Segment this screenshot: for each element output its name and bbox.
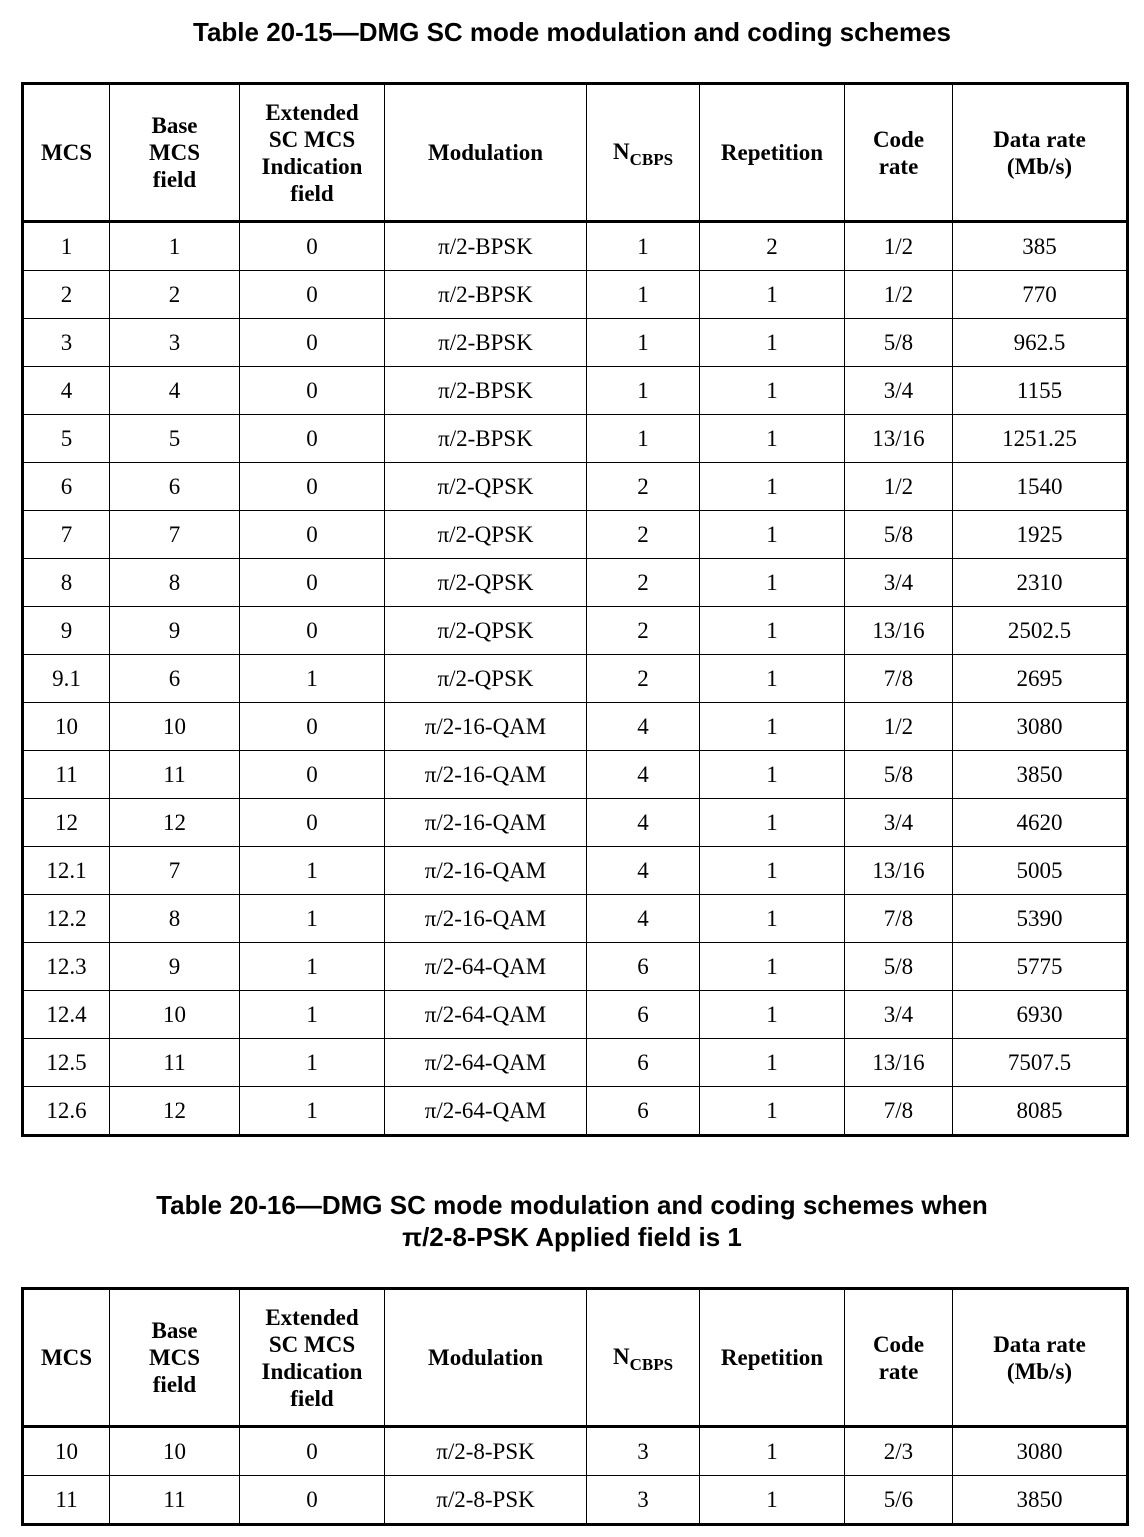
repetition-cell: 1 [700,895,845,943]
ncbps-cell: 2 [587,559,700,607]
table-row [23,655,1128,703]
modulation-cell: π/2-QPSK [385,655,587,703]
mcs-cell: 7 [23,511,110,559]
mcs-cell: 12.3 [23,943,110,991]
modulation-cell: π/2-8-PSK [385,1427,587,1476]
extended-indication-cell: 0 [240,415,385,463]
mcs-cell: 9.1 [23,655,110,703]
header-mcs: MCS [23,1289,110,1427]
code-rate-cell: 7/8 [845,895,953,943]
data-rate-cell: 5390 [953,895,1128,943]
repetition-cell: 1 [700,655,845,703]
code-rate-cell: 5/6 [845,1476,953,1525]
caption-text-line1: Table 20-16—DMG SC mode modulation and coding schemes when [156,1190,988,1220]
code-rate-cell: 1/2 [845,271,953,319]
modulation-cell: π/2-16-QAM [385,895,587,943]
repetition-cell: 1 [700,1476,845,1525]
modulation-cell: π/2-QPSK [385,607,587,655]
data-rate-cell: 1251.25 [953,415,1128,463]
header-base-mcs-field: Base MCS field [110,84,240,222]
header-ncbps: $N_{CBPS}$ [587,1289,700,1427]
header-repetition: Repetition [700,1289,845,1427]
extended-indication-cell: 0 [240,271,385,319]
extended-indication-cell: 0 [240,463,385,511]
base-mcs-cell: 12 [110,799,240,847]
ncbps-cell: 1 [587,319,700,367]
mcs-cell: 2 [23,271,110,319]
table-row [23,751,1128,799]
data-rate-cell: 6930 [953,991,1128,1039]
ncbps-cell: 1 [587,271,700,319]
ncbps-cell: 2 [587,607,700,655]
repetition-cell: 1 [700,607,845,655]
ncbps-cell: 2 [587,463,700,511]
code-rate-cell: 1/2 [845,463,953,511]
data-rate-cell: 962.5 [953,319,1128,367]
header-base-mcs-field: Base MCS field [110,1289,240,1427]
data-rate-cell: 7507.5 [953,1039,1128,1087]
mcs-cell: 12.6 [23,1087,110,1136]
table-row [23,319,1128,367]
table-row [23,415,1128,463]
data-rate-cell: 2695 [953,655,1128,703]
base-mcs-cell: 11 [110,751,240,799]
repetition-cell: 1 [700,1427,845,1476]
modulation-cell: π/2-64-QAM [385,943,587,991]
header-code-rate: Code rate [845,84,953,222]
mcs-cell: 12 [23,799,110,847]
mcs-cell: 4 [23,367,110,415]
repetition-cell: 1 [700,799,845,847]
modulation-cell: π/2-BPSK [385,271,587,319]
mcs-cell: 9 [23,607,110,655]
mcs-cell: 1 [23,222,110,271]
repetition-cell: 1 [700,943,845,991]
ncbps-cell: 4 [587,847,700,895]
data-rate-cell: 8085 [953,1087,1128,1136]
extended-indication-cell: 1 [240,895,385,943]
mcs-cell: 12.1 [23,847,110,895]
repetition-cell: 1 [700,1039,845,1087]
modulation-cell: π/2-16-QAM [385,847,587,895]
base-mcs-cell: 2 [110,271,240,319]
mcs-cell: 8 [23,559,110,607]
extended-indication-cell: 0 [240,751,385,799]
header-data-rate: Data rate (Mb/s) [953,1289,1128,1427]
base-mcs-cell: 6 [110,463,240,511]
extended-indication-cell: 0 [240,511,385,559]
modulation-cell: π/2-BPSK [385,222,587,271]
ncbps-cell: 6 [587,1087,700,1136]
code-rate-cell: 13/16 [845,1039,953,1087]
repetition-cell: 1 [700,511,845,559]
repetition-cell: 1 [700,1087,845,1136]
header-modulation: Modulation [385,1289,587,1427]
extended-indication-cell: 0 [240,1427,385,1476]
ncbps-cell: 6 [587,943,700,991]
header-repetition: Repetition [700,84,845,222]
header-ncbps: $N_{CBPS}$ [587,84,700,222]
repetition-cell: 2 [700,222,845,271]
mcs-cell: 12.2 [23,895,110,943]
table-row [23,511,1128,559]
extended-indication-cell: 0 [240,222,385,271]
code-rate-cell: 3/4 [845,559,953,607]
ncbps-cell: 2 [587,655,700,703]
table-row [23,463,1128,511]
code-rate-cell: 2/3 [845,1427,953,1476]
base-mcs-cell: 9 [110,943,240,991]
extended-indication-cell: 1 [240,847,385,895]
data-rate-cell: 3080 [953,1427,1128,1476]
code-rate-cell: 5/8 [845,943,953,991]
mcs-cell: 11 [23,751,110,799]
mcs-cell: 12.4 [23,991,110,1039]
data-rate-cell: 770 [953,271,1128,319]
modulation-cell: π/2-BPSK [385,319,587,367]
table-row [23,271,1128,319]
base-mcs-cell: 12 [110,1087,240,1136]
modulation-cell: π/2-64-QAM [385,1087,587,1136]
header-code-rate: Code rate [845,1289,953,1427]
base-mcs-cell: 8 [110,895,240,943]
code-rate-cell: 1/2 [845,703,953,751]
code-rate-cell: 3/4 [845,367,953,415]
data-rate-cell: 1925 [953,511,1128,559]
modulation-cell: π/2-16-QAM [385,751,587,799]
base-mcs-cell: 10 [110,703,240,751]
ncbps-cell: 3 [587,1476,700,1525]
modulation-cell: π/2-16-QAM [385,703,587,751]
data-rate-cell: 2310 [953,559,1128,607]
extended-indication-cell: 1 [240,1039,385,1087]
base-mcs-cell: 1 [110,222,240,271]
extended-indication-cell: 0 [240,607,385,655]
base-mcs-cell: 10 [110,991,240,1039]
modulation-cell: π/2-QPSK [385,559,587,607]
mcs-cell: 5 [23,415,110,463]
code-rate-cell: 13/16 [845,847,953,895]
mcs-cell: 10 [23,703,110,751]
table-row [23,703,1128,751]
modulation-cell: π/2-QPSK [385,463,587,511]
code-rate-cell: 3/4 [845,799,953,847]
modulation-cell: π/2-16-QAM [385,799,587,847]
code-rate-cell: 5/8 [845,511,953,559]
repetition-cell: 1 [700,559,845,607]
table-row [23,559,1128,607]
repetition-cell: 1 [700,415,845,463]
repetition-cell: 1 [700,367,845,415]
data-rate-cell: 2502.5 [953,607,1128,655]
base-mcs-cell: 7 [110,847,240,895]
extended-indication-cell: 1 [240,655,385,703]
mcs-cell: 3 [23,319,110,367]
data-rate-cell: 1540 [953,463,1128,511]
ncbps-cell: 3 [587,1427,700,1476]
extended-indication-cell: 0 [240,319,385,367]
mcs-cell: 6 [23,463,110,511]
ncbps-cell: 2 [587,511,700,559]
code-rate-cell: 5/8 [845,319,953,367]
repetition-cell: 1 [700,751,845,799]
base-mcs-cell: 10 [110,1427,240,1476]
code-rate-cell: 13/16 [845,415,953,463]
table-body [23,222,1128,1136]
ncbps-cell: 4 [587,703,700,751]
extended-indication-cell: 0 [240,559,385,607]
base-mcs-cell: 6 [110,655,240,703]
ncbps-cell: 4 [587,799,700,847]
base-mcs-cell: 8 [110,559,240,607]
extended-indication-cell: 1 [240,1087,385,1136]
ncbps-cell: 6 [587,1039,700,1087]
base-mcs-cell: 7 [110,511,240,559]
header-data-rate: Data rate (Mb/s) [953,84,1128,222]
extended-indication-cell: 0 [240,1476,385,1525]
table-row [23,367,1128,415]
ncbps-cell: 4 [587,751,700,799]
modulation-cell: π/2-BPSK [385,415,587,463]
modulation-cell: π/2-64-QAM [385,1039,587,1087]
data-rate-cell: 3850 [953,1476,1128,1525]
extended-indication-cell: 0 [240,367,385,415]
modulation-cell: π/2-8-PSK [385,1476,587,1525]
code-rate-cell: 1/2 [845,222,953,271]
code-rate-cell: 7/8 [845,655,953,703]
table-row [23,607,1128,655]
base-mcs-cell: 4 [110,367,240,415]
caption-text-line2: π/2-8-PSK Applied field is 1 [402,1222,742,1252]
table-row [23,222,1128,271]
base-mcs-cell: 3 [110,319,240,367]
code-rate-cell: 5/8 [845,751,953,799]
extended-indication-cell: 0 [240,703,385,751]
data-rate-cell: 1155 [953,367,1128,415]
table-row [23,991,1128,1039]
mcs-cell: 11 [23,1476,110,1525]
mcs-cell: 12.5 [23,1039,110,1087]
table-row [23,799,1128,847]
base-mcs-cell: 11 [110,1039,240,1087]
code-rate-cell: 13/16 [845,607,953,655]
table-20-16-caption [0,1189,1144,1253]
data-rate-cell: 385 [953,222,1128,271]
table-header [23,1289,1128,1427]
table-row [23,1476,1128,1525]
base-mcs-cell: 11 [110,1476,240,1525]
data-rate-cell: 4620 [953,799,1128,847]
modulation-cell: π/2-64-QAM [385,991,587,1039]
table-row [23,1427,1128,1476]
data-rate-cell: 5775 [953,943,1128,991]
ncbps-cell: 1 [587,415,700,463]
table-row [23,895,1128,943]
ncbps-cell: 1 [587,367,700,415]
header-modulation: Modulation [385,84,587,222]
code-rate-cell: 7/8 [845,1087,953,1136]
repetition-cell: 1 [700,847,845,895]
table-header [23,84,1128,222]
modulation-cell: π/2-BPSK [385,367,587,415]
table-20-15-caption [0,16,1144,48]
table-body [23,1427,1128,1525]
table-row [23,1039,1128,1087]
extended-indication-cell: 1 [240,991,385,1039]
table-row [23,1087,1128,1136]
extended-indication-cell: 0 [240,799,385,847]
table-20-16 [21,1287,1129,1526]
mcs-cell: 10 [23,1427,110,1476]
base-mcs-cell: 5 [110,415,240,463]
ncbps-cell: 4 [587,895,700,943]
data-rate-cell: 3080 [953,703,1128,751]
repetition-cell: 1 [700,319,845,367]
header-extended-sc-mcs-indication-field: Extended SC MCS Indication field [240,84,385,222]
repetition-cell: 1 [700,703,845,751]
repetition-cell: 1 [700,463,845,511]
data-rate-cell: 3850 [953,751,1128,799]
header-mcs: MCS [23,84,110,222]
caption-text: Table 20-15—DMG SC mode modulation and coding schemes [193,17,951,47]
ncbps-cell: 6 [587,991,700,1039]
table-20-15 [21,82,1129,1137]
ncbps-cell: 1 [587,222,700,271]
extended-indication-cell: 1 [240,943,385,991]
code-rate-cell: 3/4 [845,991,953,1039]
table-row [23,943,1128,991]
header-extended-sc-mcs-indication-field: Extended SC MCS Indication field [240,1289,385,1427]
repetition-cell: 1 [700,271,845,319]
modulation-cell: π/2-QPSK [385,511,587,559]
repetition-cell: 1 [700,991,845,1039]
data-rate-cell: 5005 [953,847,1128,895]
table-row [23,847,1128,895]
base-mcs-cell: 9 [110,607,240,655]
